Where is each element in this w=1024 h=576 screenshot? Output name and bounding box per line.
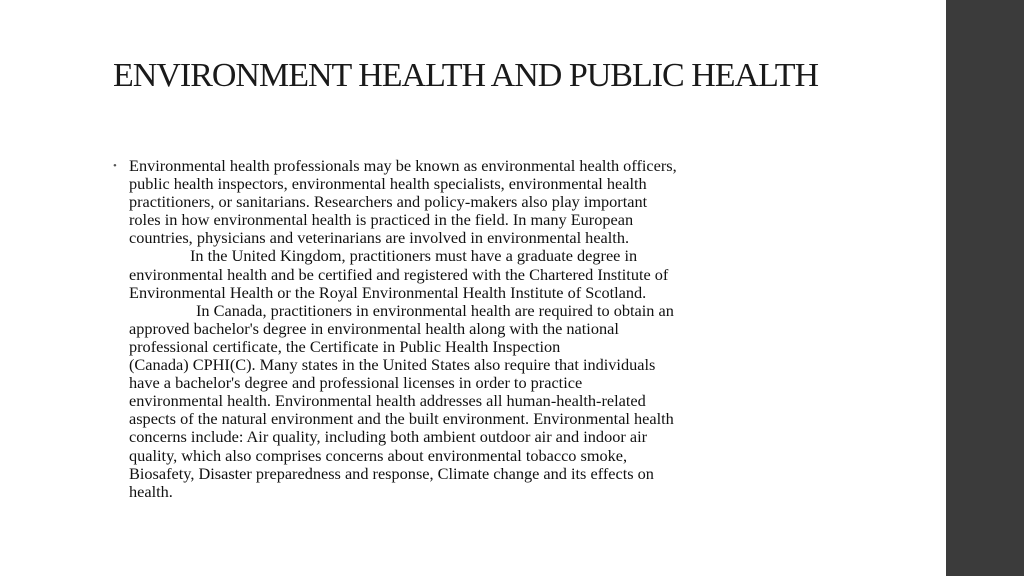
body-line: Environmental health professionals may be known as environmental health officers, xyxy=(129,156,677,175)
body-line: In the United Kingdom, practitioners must have a graduate degree in xyxy=(190,246,638,266)
body-line: have a bachelor's degree and professional licenses in order to practice xyxy=(129,373,583,393)
side-bar xyxy=(946,0,1024,576)
body-line: approved bachelor's degree in environmental health along with the national xyxy=(129,318,619,338)
body-line: aspects of the natural environment and the built environment. Environmental health xyxy=(129,409,674,429)
body-line: concerns include: Air quality, including both ambient outdoor air and indoor air xyxy=(129,427,648,447)
body-line: countries, physicians and veterinarians are involved in environmental health. xyxy=(129,228,630,248)
body-line: (Canada) CPHI(C). Many states in the United States also require that individuals xyxy=(129,355,656,375)
body-line: practitioners, or sanitarians. Researchers and policy-makers also play important xyxy=(129,192,648,212)
slide-title: ENVIRONMENT HEALTH AND PUBLIC HEALTH xyxy=(113,57,819,94)
body-line: Biosafety, Disaster preparedness and response, Climate change and its effects on xyxy=(129,463,654,483)
body-paragraph xyxy=(129,157,825,501)
body-line: environmental health and be certified and registered with the Chartered Institute of xyxy=(129,264,669,284)
body-line: professional certificate, the Certificate in Public Health Inspection xyxy=(129,336,561,356)
body-line: quality, which also comprises concerns about environmental tobacco smoke, xyxy=(129,445,628,465)
body-line: public health inspectors, environmental health specialists, environmental health xyxy=(129,174,647,194)
body-line: health. xyxy=(129,481,173,501)
bullet-icon: • xyxy=(113,160,117,172)
body-line: Environmental Health or the Royal Environmental Health Institute of Scotland. xyxy=(129,282,647,302)
slide-content xyxy=(113,157,825,501)
body-line: roles in how environmental health is practiced in the field. In many European xyxy=(129,210,634,230)
body-line: environmental health. Environmental health addresses all human-health-related xyxy=(129,391,646,411)
body-line: In Canada, practitioners in environmental health are required to obtain an xyxy=(196,300,674,320)
